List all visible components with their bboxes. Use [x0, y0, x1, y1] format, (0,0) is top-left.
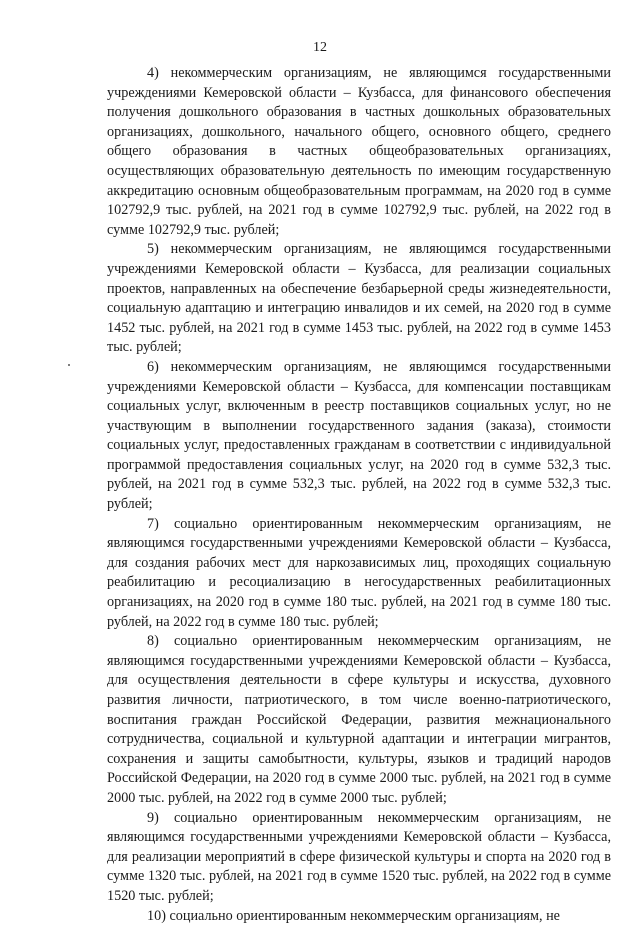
paragraph-item-9: 9) социально ориентированным некоммерческим организациям, не являющимся государственными учреждениями Кемеровской области – Кузбасса, для реализации мероприятий в сфере физической культуры и спорта на 2020 год в сумме 1320 тыс. рублей, на 2021 год в сумме 1520 тыс. рублей, на 2022 год в сумме 1520 тыс. рублей; [107, 809, 611, 904]
paragraph-item-5: 5) некоммерческим организациям, не являющимся государственными учреждениями Кемеровской области – Кузбасса, для реализации социальных проектов, направленных на обеспечение безбарьерной среды жизнедеятельности, социальную адаптацию и интеграцию инвалидов и их семей, на 2020 год в сумме 1452 тыс. рублей, на 2021 год в сумме 1453 тыс. рублей, на 2022 год в сумме 1453 тыс. рублей; [107, 241, 611, 356]
paragraph-item-6: 6) некоммерческим организациям, не являющимся государственными учреждениями Кемеровской области – Кузбасса, для компенсации поставщикам социальных услуг, включенным в реестр поставщиков социальных услуг, но не участвующим в выполнении государственного задания (заказа), стоимости социальных услуг, предоставленных гражданам в соответствии с индивидуальной программой предоставления социальных услуг, на 2020 год в сумме 532,3 тыс. рублей, на 2021 год в сумме 532,3 тыс. рублей, на 2022 год в сумме 532,3 тыс. рублей; [107, 358, 611, 513]
paragraph-item-4: 4) некоммерческим организациям, не являющимся государственными учреждениями Кемеровской области – Кузбасса, для финансового обеспечения получения дошкольного образования в частных дошкольных образовательных организациях, дошкольного, начального общего, основного общего, среднего общего образования в частных общеобразовательных организациях, осуществляющих образовательную деятельность по имеющим государственную аккредитацию основным общеобразовательным программам, на 2020 год в сумме 102792,9 тыс. рублей, на 2021 год в сумме 102792,9 тыс. рублей, на 2022 год в сумме 102792,9 тыс. рублей; [107, 65, 611, 238]
page-number: 12 [313, 40, 327, 55]
paragraph-item-7: 7) социально ориентированным некоммерческим организациям, не являющимся государственными учреждениями Кемеровской области – Кузбасса, для создания рабочих мест для наркозависимых лиц, проходящих социальную реабилитацию и ресоциализацию в негосударственных реабилитационных организациях, на 2020 год в сумме 180 тыс. рублей, на 2021 год в сумме 180 тыс. рублей, на 2022 год в сумме 180 тыс. рублей; [107, 515, 611, 630]
paragraph-item-10: 10) социально ориентированным некоммерческим организациям, не [147, 907, 560, 924]
paragraph-item-8: 8) социально ориентированным некоммерческим организациям, не являющимся государственными учреждениями Кемеровской области – Кузбасса, для осуществления деятельности в сфере культуры и искусства, духовного развития личности, патриотического, в том числе военно-патриотического, воспитания граждан Российской Федерации, развития межнационального сотрудничества, социальной и культурной адаптации и интеграции мигрантов, сохранения и защиты самобытности, культуры, языков и традиций народов Российской Федерации, на 2020 год в сумме 2000 тыс. рублей, на 2021 год в сумме 2000 тыс. рублей, на 2022 год в сумме 2000 тыс. рублей; [107, 633, 611, 806]
margin-mark [68, 364, 70, 366]
document-body [107, 64, 611, 926]
